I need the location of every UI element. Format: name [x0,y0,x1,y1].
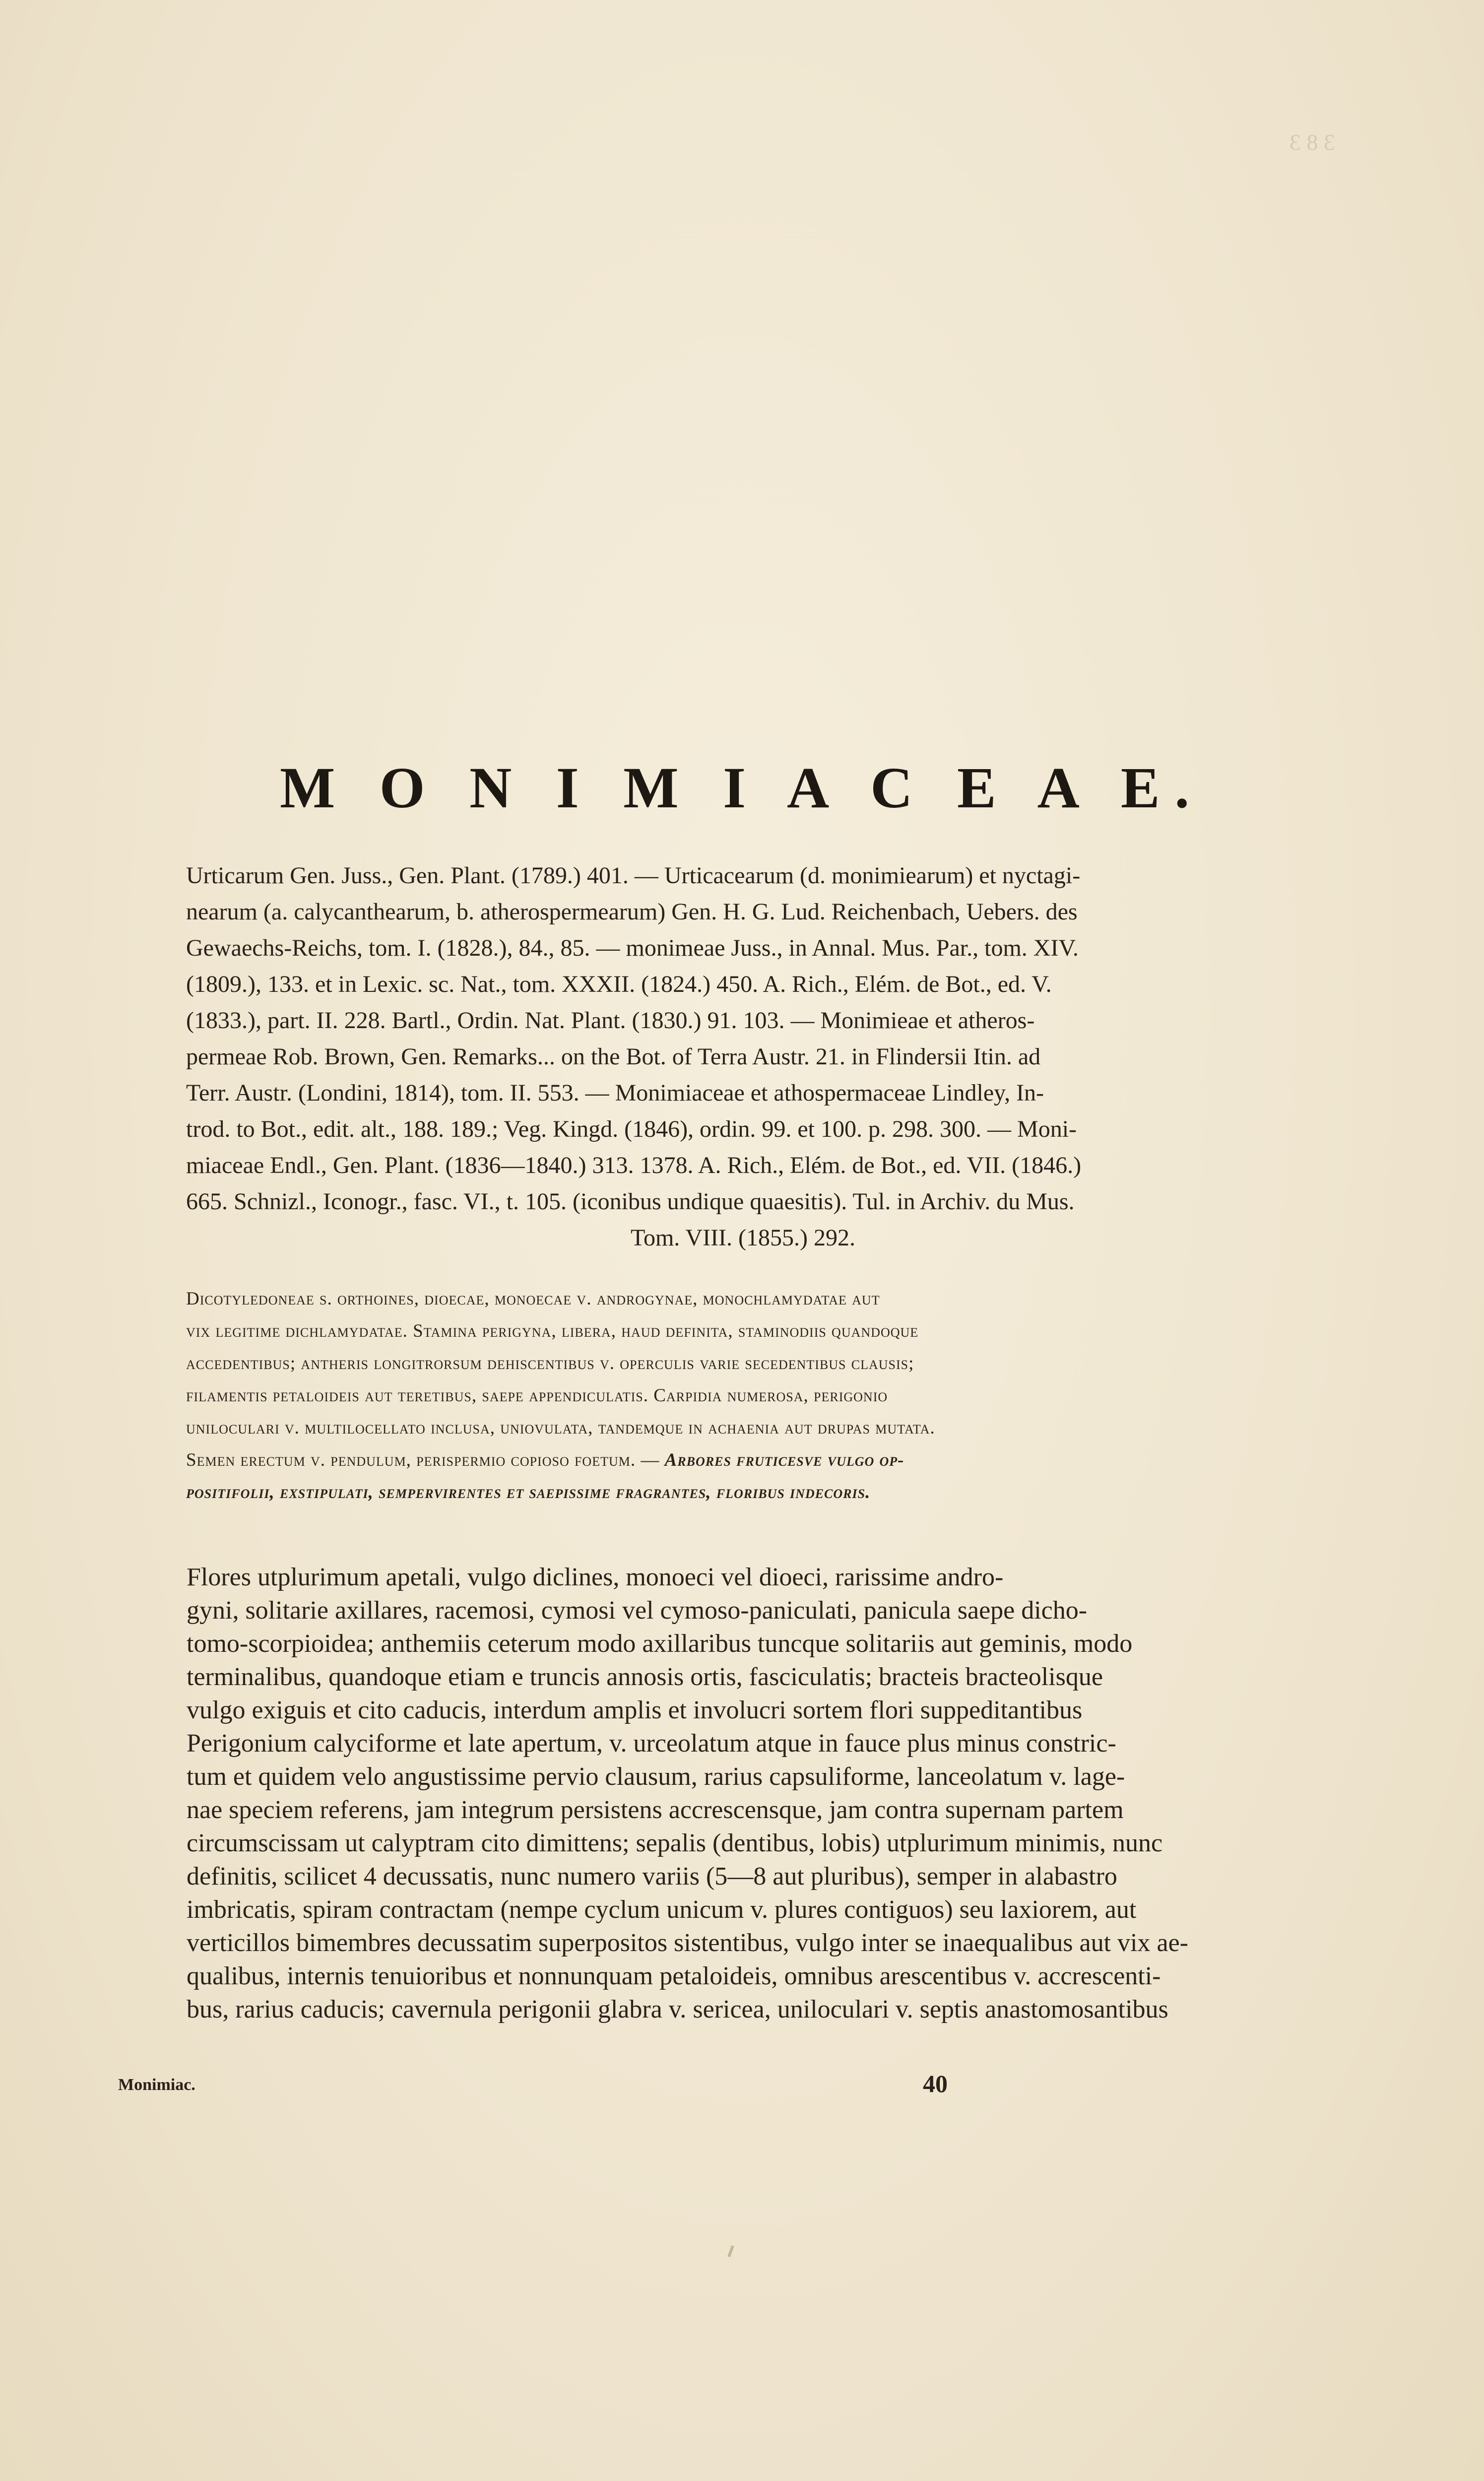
synonymy-line: miaceae Endl., Gen. Plant. (1836—1840.) 313. 1378. A. Rich., Elém. de Bot., ed. VII. (1846.) [186,1152,1082,1178]
diagnosis-line [186,1444,1300,1476]
synonymy-line: 665. Schnizl., Iconogr., fasc. VI., t. 105. (iconibus undique quaesitis). Tul. in Archiv. du Mus. [186,1188,1075,1215]
diagnosis-line: uniloculari v. multilocellato inclusa, uniovulata, tandemque in achaenia aut drupas mutata. [186,1418,935,1438]
family-title: M O N I M I A C E A E. [279,755,1205,820]
synonymy-line: trod. to Bot., edit. alt., 188. 189.; Veg. Kingd. (1846), ordin. 99. et 100. p. 298. 300. — Moni- [186,1116,1077,1142]
description-line: gyni, solitarie axillares, racemosi, cymosi vel cymoso-paniculati, panicula saepe dicho- [187,1596,1088,1625]
synonymy-line: Urticarum Gen. Juss., Gen. Plant. (1789.) 401. — Urticacearum (d. monimiearum) et nyctagi- [186,862,1081,889]
description-line: Flores utplurimum apetali, vulgo diclines, monoeci vel dioeci, rarissime andro- [187,1563,1004,1591]
diagnosis-line: vix legitime dichlamydatae. Stamina perigyna, libera, haud definita, staminodiis quandoque [186,1321,919,1341]
description-line: circumscissam ut calyptram cito dimittens; sepalis (dentibus, lobis) utplurimum minimis, nunc [187,1829,1163,1857]
description-line: vulgo exiguis et cito caducis, interdum amplis et involucri sortem flori suppeditantibus [187,1696,1083,1724]
synonymy-paragraph [186,857,1300,1256]
synonymy-line: (1809.), 133. et in Lexic. sc. Nat., tom. XXXII. (1824.) 450. A. Rich., Elém. de Bot., ed. V. [186,971,1052,997]
page-number: 40 [923,2070,948,2097]
description-line: nae speciem referens, jam integrum persistens accrescensque, jam contra supernam partem [187,1796,1124,1824]
description-line: terminalibus, quandoque etiam e truncis annosis ortis, fasciculatis; bracteis bracteolisque [187,1663,1103,1691]
signature-mark: Monimiac. [118,2076,195,2094]
synonymy-line: Tom. VIII. (1855.) 292. [630,1225,856,1251]
description-line: verticillos bimembres decussatim superpositos sistentibus, vulgo inter se inaequalibus aut vix ae- [187,1929,1188,1957]
diagnosis-line: filamentis petaloideis aut teretibus, saepe appendiculatis. Carpidia numerosa, perigonio [186,1385,888,1406]
description-line: imbricatis, spiram contractam (nempe cyclum unicum v. plures contiguos) seu laxiorem, aut [187,1895,1137,1924]
diagnosis-paragraph [186,1283,1300,1508]
synonymy-line: Terr. Austr. (Londini, 1814), tom. II. 553. — Monimiaceae et athospermaceae Lindley, In- [186,1080,1044,1106]
description-line: tum et quidem velo angustissime pervio clausum, rarius capsuliforme, lanceolatum v. lage- [187,1763,1125,1791]
diagnosis-text: Semen erectum v. pendulum, perispermio copioso foetum. — [186,1450,665,1470]
description-line: qualibus, internis tenuioribus et nonnunquam petaloideis, omnibus arescentibus v. accrescenti- [187,1962,1161,1990]
habit-italic: Arbores fruticesve vulgo op- [664,1450,904,1470]
synonymy-line: permeae Rob. Brown, Gen. Remarks... on the Bot. of Terra Austr. 21. in Flindersii Itin. ad [186,1044,1041,1070]
description-line: tomo-scorpioidea; anthemiis ceterum modo axillaribus tuncque solitariis aut geminis, modo [187,1630,1133,1658]
description-line: Perigonium calyciforme et late apertum, v. urceolatum atque in fauce plus minus constric- [187,1729,1116,1758]
description-paragraph [186,1561,1300,2026]
synonymy-line: (1833.), part. II. 228. Bartl., Ordin. Nat. Plant. (1830.) 91. 103. — Monimieae et atheros- [186,1007,1035,1034]
synonymy-line: nearum (a. calycanthearum, b. atherospermearum) Gen. H. G. Lud. Reichenbach, Uebers. des [186,899,1078,925]
diagnosis-line: Dicotyledoneae s. orthoines, dioecae, monoecae v. androgynae, monochlamydatae aut [186,1289,880,1309]
description-line: definitis, scilicet 4 decussatis, nunc numero variis (5—8 aut pluribus), semper in alabastro [187,1862,1117,1891]
diagnosis-line: accedentibus; antheris longitrorsum dehiscentibus v. operculis varie secedentibus clausis; [186,1353,914,1373]
synonymy-line: Gewaechs-Reichs, tom. I. (1828.), 84., 85. — monimeae Juss., in Annal. Mus. Par., tom. XIV. [186,935,1079,961]
diagnosis-line: positifolii, exstipulati, sempervirentes et saepissime fragrantes, floribus indecoris. [186,1482,871,1502]
paper-blemish [727,2245,734,2258]
description-line: bus, rarius caducis; cavernula perigonii glabra v. sericea, uniloculari v. septis anastomosantibus [187,1995,1168,2024]
show-through-marks: 3 8 3 [1290,130,1335,155]
